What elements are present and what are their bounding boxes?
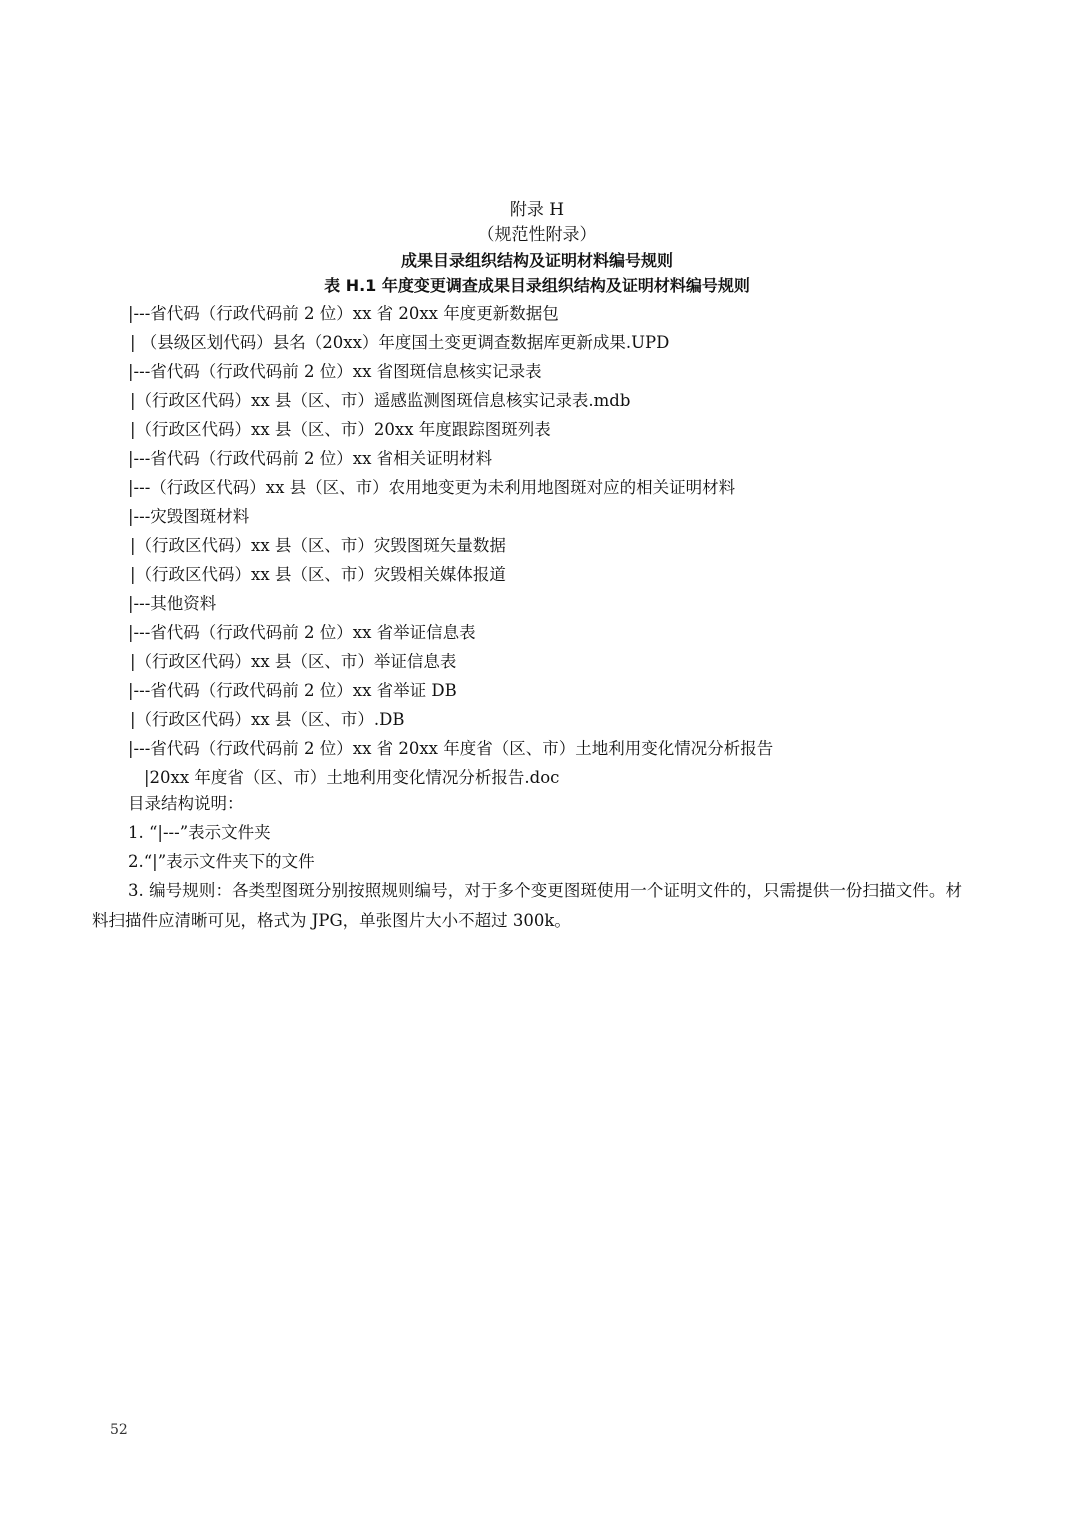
appendix-label: 附录 H	[509, 200, 565, 220]
notes-heading: 目录结构说明：	[128, 794, 244, 813]
tree-line: | （县级区划代码）县名（20xx）年度国土变更调查数据库更新成果.UPD	[130, 333, 670, 352]
directory-tree	[128, 299, 988, 792]
tree-line: |---省代码（行政代码前 2 位）xx 省 20xx 年度省（区、市）土地利用变化情况分析报告	[128, 739, 774, 758]
tree-line: |---其他资料	[128, 594, 217, 613]
note-item: 2.“|”表示文件夹下的文件	[128, 852, 315, 871]
tree-line: |---灾毁图斑材料	[128, 507, 250, 526]
appendix-title: 成果目录组织结构及证明材料编号规则	[400, 251, 673, 270]
tree-line: |---省代码（行政代码前 2 位）xx 省相关证明材料	[128, 449, 493, 468]
table-title: 表 H.1 年度变更调查成果目录组织结构及证明材料编号规则	[324, 276, 750, 295]
tree-line: |---省代码（行政代码前 2 位）xx 省图斑信息核实记录表	[128, 362, 542, 381]
tree-line: |20xx 年度省（区、市）土地利用变化情况分析报告.doc	[144, 768, 560, 787]
normative-label: （规范性附录）	[477, 225, 597, 245]
tree-line: |（行政区代码）xx 县（区、市）举证信息表	[130, 652, 457, 671]
note-item: 1. “|---”表示文件夹	[128, 823, 271, 842]
tree-line: |（行政区代码）xx 县（区、市）灾毁图斑矢量数据	[130, 536, 506, 555]
appendix-headings	[0, 198, 1074, 298]
page-number: 52	[110, 1422, 128, 1438]
tree-line: |---省代码（行政代码前 2 位）xx 省举证信息表	[128, 623, 476, 642]
tree-line: |（行政区代码）xx 县（区、市）灾毁相关媒体报道	[130, 565, 506, 584]
tree-line: |（行政区代码）xx 县（区、市）20xx 年度跟踪图斑列表	[130, 420, 551, 439]
directory-notes	[128, 789, 988, 876]
tree-line: |（行政区代码）xx 县（区、市）遥感监测图斑信息核实记录表.mdb	[130, 391, 631, 410]
tree-line: |---省代码（行政代码前 2 位）xx 省 20xx 年度更新数据包	[128, 304, 559, 323]
tree-line: |---省代码（行政代码前 2 位）xx 省举证 DB	[128, 681, 457, 700]
numbering-rule-paragraph: 3. 编号规则：各类型图斑分别按照规则编号，对于多个变更图斑使用一个证明文件的，只需提供一份扫描文件。材料扫描件应清晰可见，格式为 JPG，单张图片大小不超过 300k。	[92, 881, 962, 930]
tree-line: |（行政区代码）xx 县（区、市）.DB	[130, 710, 405, 729]
tree-line: |---（行政区代码）xx 县（区、市）农用地变更为未利用地图斑对应的相关证明材料	[128, 478, 736, 497]
